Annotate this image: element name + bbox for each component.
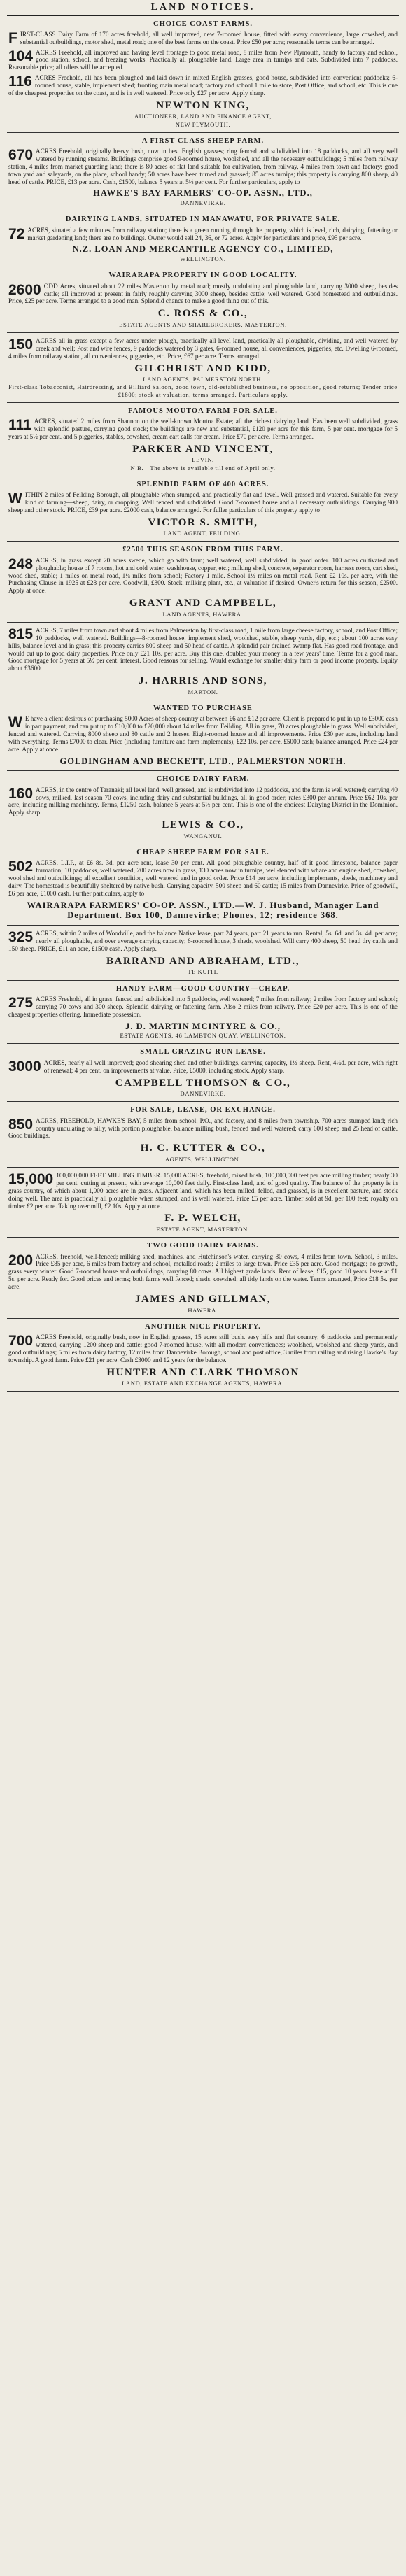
- advert-text: ACRES, FREEHOLD, HAWKE'S BAY, 5 miles from school, P.O., and factory, and 8 miles from township. 700 acres stumped land; rich country undulating to hilly, with portion ploughable, balance milling bush, fenced and well watered; carry 600 sheep and 25 head of cattle. Good buildings.: [8, 1117, 398, 1140]
- advert-block: [7, 476, 399, 542]
- advert-text: ACRES Freehold, originally heavy bush, now in best English grasses; ring fenced and subdivided into 18 paddocks, and all very well watered by running streams. Buildings comprise good 9-roomed house, woolshed, and all the necessary outbuildings; 5 miles from railway station, 4 miles from market guarding land; there is 80 acres of flat land suitable for cultivation, from railway, 4 miles from town and factory; good town yard and saleyards, on the place, school handy; 50 acres have been turned and grassed; 85 acres turnips; this property is carrying 800 sheep, 40 head of cattle. PRICE, £13 per acre. Cash, £1500, balance 5 years at 5½ per cent. For further particulars, apply to: [8, 148, 398, 185]
- advertiser-name: CAMPBELL THOMSON & CO.,: [115, 1077, 291, 1089]
- advert-text: ACRES, nearly all well improved; good shearing shed and other buildings, carrying capacity, 1½ sheep. Rent, 4¼d. per acre, with right of renewal; 4 per cent. on improvements at value. Price, £5000, including stock. Apply sharp.: [43, 1059, 398, 1074]
- advert-body: [8, 1253, 398, 1291]
- advert-text: ACRES, 7 miles from town and about 4 miles from Palmerston by first-class road, 1 mile from large cheese factory, school, and Post Office; 10 paddocks, well watered. Buildings—8-roomed house, implement shed, woolshed, stable, sheep yards, dip, etc.; about 100 acres easy hills, balance level and in grass; this property carries 800 sheep and 50 head of cattle. A splendid pair drained swamp flat. Has good road frontage, and would cut up to good dairy properties. Price only £21 10s. per acre. Buy this one, doubled your money in a few years' time. Terms for a good man. Good mortgage for 5 years at 5½ per cent. interest. Good reasons for selling. Would exchange for smaller dairy farm or good income property. Equity about £3600.: [8, 626, 398, 672]
- advert-block: [7, 16, 399, 133]
- advertiser-name: BARRAND AND ABRAHAM, LTD.,: [106, 955, 300, 967]
- advert-text: ACRES, situated a few minutes from railway station; there is a green running through the property, which is level, rich, dairying, fattening or market gardening land; there are no buildings. Owner would sell 24, 36, or 72 acres. Apply for particulars and price, £95 per acre.: [27, 226, 398, 241]
- advert-text: ACRES Freehold, originally bush, now in English grasses, 15 acres still bush. easy hills and flat country; 6 paddocks and permanently watered, carrying 1200 sheep and cattle; good 7-roomed house, with all modern conveniences; woolshed, woolshed and sheep yards, and good outbuildings; 5 miles from dairy factory, 12 miles from Dannevirke Borough, school and post office, 3 miles from railing and rising Hawke's Bay township. A good farm. Price £21 per acre. Cash £3000 and 12 years for the balance.: [8, 1333, 398, 1364]
- advert-body: [8, 1059, 398, 1075]
- advert-heading: CHEAP SHEEP FARM FOR SALE.: [136, 849, 270, 856]
- advert-block: [7, 133, 399, 212]
- advertiser-name: JAMES AND GILLMAN,: [134, 1293, 272, 1305]
- advert-paragraph: [8, 227, 398, 242]
- advertiser-address: N.B.—The above is available till end of April only.: [130, 464, 276, 472]
- advert-body: [8, 31, 398, 97]
- advertiser-address: TE KUITI.: [188, 968, 218, 976]
- advert-paragraph: [8, 627, 398, 672]
- advertiser-address: LEVIN.: [192, 456, 214, 464]
- advert-heading: FAMOUS MOUTOA FARM FOR SALE.: [128, 406, 278, 415]
- advert-paragraph: [8, 786, 398, 816]
- advert-dropcap: 3000: [8, 1058, 41, 1075]
- advertiser-address: LAND, ESTATE AND EXCHANGE AGENTS, HAWERA.: [122, 1380, 284, 1387]
- advert-body: [8, 996, 398, 1019]
- advert-block: [7, 1238, 399, 1319]
- advertiser-address: DANNEVIRKE.: [180, 1090, 226, 1098]
- advertiser-address: ESTATE AGENTS AND SHAREBROKERS, MASTERTON.: [119, 320, 287, 328]
- advert-body: [8, 1117, 398, 1140]
- advert-block: [7, 1102, 399, 1168]
- advertiser-name: GRANT AND CAMPBELL,: [129, 597, 277, 609]
- advert-paragraph: [8, 930, 398, 953]
- advert-body: [8, 930, 398, 953]
- advert-heading: CHOICE COAST FARMS.: [153, 20, 253, 28]
- advertiser-name: GOLDINGHAM AND BECKETT, LTD., PALMERSTON NORTH.: [59, 756, 346, 766]
- advert-heading: A FIRST-CLASS SHEEP FARM.: [141, 136, 265, 145]
- advertiser-address: WELLINGTON.: [180, 255, 226, 263]
- advertiser-address: ESTATE AGENT, MASTERTON.: [156, 1226, 250, 1233]
- advert-block: [7, 267, 399, 333]
- advert-block: [7, 844, 399, 926]
- advertiser-name: WAIRARAPA FARMERS' CO-OP. ASSN., LTD.—W. J. Husband, Manager Land Department. Box 100, Dannevirke; Phones, 12; residence 368.: [27, 900, 379, 921]
- advert-dropcap: 150: [8, 337, 34, 353]
- advert-text: ACRES, freehold, well-fenced; milking shed, machines, and Hutchinson's water, carrying 80 cows, 4 miles from town. School, 3 miles. Price £85 per acre, 6 miles from factory and school, metalled roads; 2 miles to large town. Price £35 per acre. Good mortgage; no growth, grass every winter. Good 7-roomed house and outbuildings, carrying 80 cows. All highest grade lands. Rent of lease, £15, good 10 years' lease at £1 5s. per acre. Ready for. Good prices and terms; both farms well fenced; sheds, cowshed; all tidy lands on the water. Terms arranged, Price £18 5s. per acre.: [8, 1252, 398, 1291]
- advert-heading: WAIRARAPA PROPERTY IN GOOD LOCALITY.: [108, 271, 298, 280]
- advert-paragraph: [8, 1253, 398, 1291]
- advertiser-name: J. HARRIS AND SONS,: [139, 675, 267, 687]
- advert-paragraph: [8, 859, 398, 897]
- advert-body: [8, 1333, 398, 1364]
- advert-paragraph: [8, 996, 398, 1019]
- advert-dropcap: 850: [8, 1116, 34, 1133]
- advertiser-name: VICTOR S. SMITH,: [148, 516, 258, 528]
- advert-dropcap: W: [8, 714, 22, 731]
- advertiser-name: F. P. WELCH,: [164, 1212, 241, 1224]
- advert-heading: DAIRYING LANDS, SITUATED IN MANAWATU, FOR PRIVATE SALE.: [65, 215, 341, 224]
- advertiser-address: AGENTS, WELLINGTON.: [164, 1155, 241, 1163]
- advert-text: ACRES all in grass except a few acres under plough, practically all level land, practically all ploughable, dividing, and well watered by creek and well; Post and wire fences, 9 paddocks watered by 3 gates, 6-roomed house, all conveniences, piggeries, etc. Dwelling 6-roomed, 4 miles from railway station, all conveniences, piggeries, etc. Price, £67 per acre. Terms arranged.: [8, 337, 398, 360]
- advert-body: [8, 283, 398, 306]
- advertiser-address: HAWERA.: [188, 1306, 218, 1314]
- advert-body: [8, 337, 398, 360]
- advert-text: ACRES Freehold, all in grass, fenced and subdivided into 5 paddocks, well watered; 7 miles from railway; 2 miles from factory and school; carrying 70 cows and 300 sheep. Splendid dairying or fattening farm. Also 2 miles from railway. Price £20 per acre. This is one of the cheapest properties offering. Immediate possession.: [8, 995, 398, 1018]
- advert-heading: HANDY FARM—GOOD COUNTRY—CHEAP.: [115, 984, 290, 993]
- advert-paragraph: [8, 337, 398, 360]
- advert-block: [7, 1319, 399, 1392]
- advertiser-name: LEWIS & CO.,: [162, 819, 244, 831]
- advert-text: ITHIN 2 miles of Feilding Borough, all ploughable when stumped, and practically flat and level. Well grassed and watered. Suitable for every kind of farming—sheep, dairy, or cropping. Well fenced and subdivided. Good 7-roomed house and all necessary outbuildings. Carrying 900 sheep and other stock. PRICE, £39 per acre. £2000 cash, balance arranged. For fuller particulars of this property apply to: [8, 491, 398, 514]
- advert-block: [7, 1044, 399, 1102]
- advert-paragraph: [8, 74, 398, 97]
- advert-dropcap: W: [8, 490, 22, 507]
- advert-heading: CHOICE DAIRY FARM.: [156, 775, 250, 784]
- advert-dropcap: 815: [8, 625, 34, 642]
- advert-heading: ANOTHER NICE PROPERTY.: [145, 1322, 261, 1331]
- advert-body: [8, 627, 398, 672]
- advert-block: [7, 981, 399, 1045]
- advert-paragraph: [8, 283, 398, 306]
- advert-block: [7, 333, 399, 403]
- advert-dropcap: 200: [8, 1252, 34, 1268]
- advert-dropcap: 160: [8, 785, 34, 802]
- advertiser-name: C. ROSS & CO.,: [158, 308, 248, 320]
- advert-text: ACRES Freehold, all improved and having level frontage to good metal road, 8 miles from New Plymouth, handy to factory and school, good station, school, and freezing works. Practically all ploughable land. Large area in turnips and oats. Subdivided into 7 paddocks. Reasonable price; all offers will be accepted.: [8, 48, 398, 71]
- advert-paragraph: [8, 557, 398, 595]
- advert-paragraph: [8, 491, 398, 514]
- advert-dropcap: 116: [8, 73, 32, 90]
- advert-dropcap: 325: [8, 929, 34, 946]
- advertiser-name: HAWKE'S BAY FARMERS' CO-OP. ASSN., LTD.,: [93, 188, 313, 199]
- advert-text: ACRES, L.I.P., at £6 8s. 3d. per acre rent, lease 30 per cent. All good ploughable country, half of it good limestone, balance paper formation; 10 paddocks, well watered, 200 acres now in grass, 130 acres now in turnips, well-fenced with whare and engine shed, cowshed, wool shed and outbuildings; all excellent condition, well watered and in good order. Price £14 per acre, including implements, sheds, machinery and dairy. The homestead is beautifully sheltered by native bush. Carrying capacity, 500 sheep and 60 cattle; 15 miles from Dannevirke. Price of goodwill, £6 per acre, £1000 cash. Further particulars, apply to: [8, 859, 398, 897]
- advert-column: [7, 16, 399, 1392]
- advert-paragraph: [8, 1059, 398, 1075]
- advert-dropcap: 670: [8, 147, 34, 164]
- advertiser-address: LAND AGENTS, HAWERA.: [162, 610, 244, 618]
- advertiser-address: WANGANUI.: [183, 832, 223, 840]
- advertiser-name: H. C. RUTTER & CO.,: [140, 1142, 266, 1154]
- advert-body: [8, 418, 398, 441]
- advertiser-address: LAND AGENTS, PALMERSTON NORTH.: [143, 376, 263, 383]
- advert-dropcap: 2600: [8, 281, 41, 298]
- advert-block: [7, 542, 399, 623]
- advert-body: [8, 786, 398, 816]
- advert-text: ODD Acres, situated about 22 miles Masterton by metal road; mostly undulating and ploughable land, carrying 3000 sheep, besides cattle; all improved at present in fairly roughly carrying 3000 sheep, besides cattle; well watered. Good homestead and outbuildings. Price, £25 per acre. Terms arranged to a good man. Splendid chance to make a good thing out of this.: [8, 282, 398, 305]
- advert-heading: £2500 THIS SEASON FROM THIS FARM.: [122, 546, 284, 554]
- advertiser-name: NEWTON KING,: [156, 99, 250, 111]
- advert-heading: WANTED TO PURCHASE: [153, 704, 253, 712]
- advert-text: ACRES, situated 2 miles from Shannon on the well-known Moutoa Estate; all the richest dairying land. Has been well subdivided, grass with splendid pasture, carrying good stock; the buildings are new and substantial, £120 per acre for this farm, 5 per cent. mortgage for 5 years at 5½ per cent. and 5 piggeries, stables, cowshed, cream cart calls for cream. Price £70 per acre. Terms arranged.: [8, 418, 398, 440]
- advertiser-name: GILCHRIST AND KIDD,: [134, 362, 272, 374]
- advert-paragraph: [8, 715, 398, 753]
- advert-dropcap: 104: [8, 48, 34, 64]
- advertiser-name: PARKER AND VINCENT,: [132, 443, 274, 455]
- advert-block: [7, 403, 399, 476]
- advertiser-name: J. D. MARTIN MCINTYRE & CO.,: [125, 1021, 281, 1031]
- advert-dropcap: 111: [8, 417, 31, 434]
- advertiser-address: NEW PLYMOUTH.: [175, 120, 231, 128]
- advert-dropcap: 72: [8, 225, 25, 242]
- advert-text: ACRES, within 2 miles of Woodville, and the balance Native lease, part 24 years, part 21 years to run. Rental, 5s. 6d. and 3s. 4d. per acre; nearly all ploughable, and over average carrying capacity; 6-roomed house, 3 sheds, woolshed. Will carry 400 sheep, 50 head dry cattle and 150 sheep. PRICE, £11 an acre, £1500 cash. Apply sharp.: [8, 930, 398, 952]
- advert-dropcap: 15,000: [8, 1171, 54, 1188]
- advert-text: 100,000,000 FEET MILLING TIMBER. 15,000 ACRES, freehold, mixed bush, 100,000,000 feet per acre milling timber; nearly 30 per cent. cutting at present, with average 10,000 feet daily. First-class land, and of good quality. The balance of the property is in grass country, of which about 1,000 acres are in grass. Adjacent land, which has been milled, felled, and grassed, is in excellent pasture, and stock doing well. The area is practically all ploughable when stumped, and is well watered. Price £5 per acre. Timber sold at 9d. per 100 feet; royalty on timber £2 per acre. Taking over mill, £2 10s. Apply at once.: [8, 1172, 398, 1210]
- advert-dropcap: 502: [8, 858, 34, 875]
- advertiser-address: MARTON.: [188, 688, 218, 695]
- advert-heading: FOR SALE, LEASE, OR EXCHANGE.: [130, 1106, 276, 1114]
- advert-dropcap: 275: [8, 994, 34, 1011]
- advert-paragraph: [8, 1333, 398, 1364]
- advert-paragraph: [8, 1117, 398, 1140]
- advert-body: [8, 148, 398, 185]
- advert-heading: SMALL GRAZING-RUN LEASE.: [140, 1048, 266, 1056]
- advert-dropcap: F: [8, 29, 18, 46]
- advert-text: ACRES, in the centre of Taranaki; all level land, well grassed, and is subdivided into 12 paddocks, and the farm is well watered; carrying 40 cows, milked, last season 70 cows, including dairy and substantial buildings, all in good order; rates £300 per annum. Price £62 10s. per acre, including milking machinery. Terms, £1250 cash, balance 5 years at 5½ per cent. This is one of the choicest Dairying District in the Dominion. Apply sharp.: [8, 786, 398, 816]
- advert-body: [8, 227, 398, 242]
- advert-dropcap: 248: [8, 555, 34, 572]
- advert-body: [8, 715, 398, 753]
- advert-body: [8, 1172, 398, 1210]
- advert-text: IRST-CLASS Dairy Farm of 170 acres freehold, all well improved, new 7-roomed house, fitted with every convenience, large cowshed, and substantial outbuildings, motor shed, metal road; one of the best farms on the coast. Price £50 per acre; reasonable terms can be arranged.: [20, 30, 398, 45]
- advertiser-address: DANNEVIRKE.: [180, 199, 226, 207]
- advert-text: ACRES, in grass except 20 acres swede, which go with farm; well watered, well subdivided, in good order. 100 acres cultivated and ploughable; house of 7 rooms, hot and cold water, washhouse, copper, etc.; milking shed, concrete, separator room, harness room, cart shed, wood shed, stable; 1 miles on metal road, 1¼ miles from school; Factory 1 mile. School 1½ miles on metal road. Rent £2 10s. per acre, with the Purchasing Clause in 1925 at £28 per acre. Goodwill, £300. Stock, milking plant, etc., at valuation if desired. Owner's return for this season, £2500. Apply at once.: [8, 556, 398, 595]
- advert-block: [7, 926, 399, 980]
- advertiser-address: AUCTIONEER, LAND AND FINANCE AGENT,: [134, 113, 272, 120]
- advert-block: [7, 700, 399, 771]
- advert-heading: SPLENDID FARM OF 400 ACRES.: [136, 480, 270, 488]
- advert-block: [7, 1168, 399, 1238]
- advertiser-name: N.Z. LOAN AND MERCANTILE AGENCY CO., LIMITED,: [72, 244, 334, 255]
- advert-paragraph: [8, 49, 398, 72]
- advert-heading: TWO GOOD DAIRY FARMS.: [147, 1242, 259, 1250]
- advert-block: [7, 211, 399, 267]
- advert-block: [7, 771, 399, 844]
- advert-paragraph: [8, 31, 398, 46]
- advert-body: [8, 557, 398, 595]
- advert-dropcap: 700: [8, 1333, 34, 1350]
- advert-body: [8, 491, 398, 514]
- advertiser-name: HUNTER AND CLARK THOMSON: [106, 1366, 300, 1378]
- advert-paragraph: [8, 1172, 398, 1210]
- advert-text: ACRES Freehold, all has been ploughed and laid down in mixed English grasses, good house, subdivided into convenient paddocks; 6-roomed house, stable, implement shed; fronting main metal road; factory and school 1 mile to store, Post Office, and school, etc. This is one of the cheapest properties on the coast, and is in well watered. Price only £27 per acre. Apply sharp.: [8, 74, 398, 97]
- advert-paragraph: [8, 418, 398, 441]
- advertiser-address: First-class Tobacconist, Hairdressing, and Billiard Saloon, good town, old-established business, no opposition, good returns; Tender price £1800; stock at valuation, terms arranged. Particulars apply.: [8, 383, 398, 398]
- advert-text: E have a client desirous of purchasing 5000 Acres of sheep country at between £6 and £12 per acre. Client is prepared to put in up to £3000 cash in part payment, and can put up to £10,000 to £20,000 about 14 miles from Feilding. All in grass, 70 acres ploughable in grass. Well subdivided, fenced and watered. Carrying 8000 sheep and 80 cattle and 2 horses. Eight-roomed house and all improvements. Price £30 per acre, including land with everything. Terms £7000 to clear. Price (including furniture and farm implements), £22 10s. per acre, £5000 cash; balance arranged. Price £24 per acre. Apply at once.: [8, 715, 398, 753]
- advertiser-address: LAND AGENT, FEILDING.: [163, 530, 243, 537]
- page-masthead: LAND NOTICES.: [7, 0, 399, 16]
- advert-paragraph: [8, 148, 398, 185]
- advert-body: [8, 859, 398, 897]
- advert-block: [7, 623, 399, 700]
- advertiser-address: ESTATE AGENTS, 46 LAMBTON QUAY, WELLINGTON.: [120, 1032, 286, 1040]
